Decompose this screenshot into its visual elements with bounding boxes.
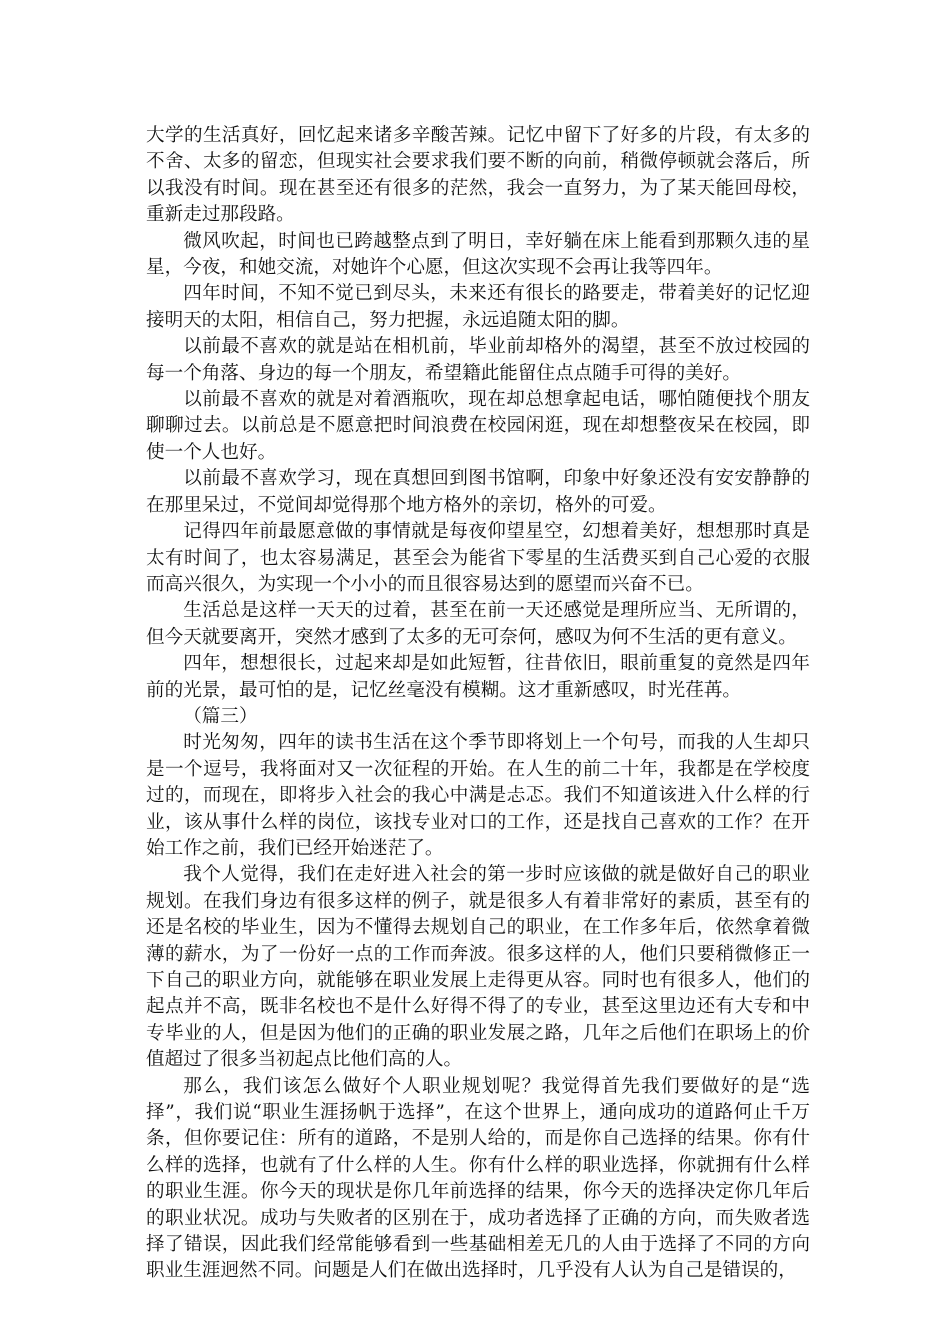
document-body bbox=[146, 123, 810, 1285]
paragraph-10: 时光匆匆，四年的读书生活在这个季节即将划上一个句号，而我的人生却只是一个逗号，我将面对又一次征程的开始。在人生的前二十年，我都是在学校度过的，而现在，即将步入社会的我心中满是忐忑。我们不知道该进入什么样的行业，该从事什么样的岗位，该找专业对口的工作，还是找自己喜欢的工作？在开始工作之前，我们已经开始迷茫了。 bbox=[146, 732, 810, 859]
paragraph-4: 以前最不喜欢的就是站在相机前，毕业前却格外的渴望，甚至不放过校园的每一个角落、身边的每一个朋友，希望籍此能留住点点随手可得的美好。 bbox=[146, 336, 810, 384]
section-heading: （篇三） bbox=[183, 705, 258, 727]
paragraph-7: 记得四年前最愿意做的事情就是每夜仰望星空，幻想着美好，想想那时真是太有时间了，也太容易满足，甚至会为能省下零星的生活费买到自己心爱的衣服而高兴很久，为实现一个小小的而且很容易达到的愿望而兴奋不已。 bbox=[146, 521, 810, 595]
paragraph-12: 那么，我们该怎么做好个人职业规划呢？我觉得首先我们要做好的是“选择”，我们说“职业生涯扬帆于选择”，在这个世界上，通向成功的道路何止千万条，但你要记住：所有的道路，不是别人给的，而是你自己选择的结果。你有什么样的选择，也就有了什么样的人生。你有什么样的职业选择，你就拥有什么样的职业生涯。你今天的现状是你几年前选择的结果，你今天的选择决定你几年后的职业状况。成功与失败者的区别在于，成功者选择了正确的方向，而失败者选择了错误，因此我们经常能够看到一些基础相差无几的人由于选择了不同的方向职业生涯迥然不同。问题是人们在做出选择时，几乎没有人认为自己是错误的， bbox=[146, 1075, 810, 1282]
paragraph-1: 大学的生活真好，回忆起来诸多辛酸苦辣。记忆中留下了好多的片段，有太多的不舍、太多的留恋，但现实社会要求我们要不断的向前，稍微停顿就会落后，所以我没有时间。现在甚至还有很多的茫然，我会一直努力，为了某天能回母校，重新走过那段路。 bbox=[146, 125, 810, 226]
paragraph-11: 我个人觉得，我们在走好进入社会的第一步时应该做的就是做好自己的职业规划。在我们身边有很多这样的例子，就是很多人有着非常好的素质，甚至有的还是名校的毕业生，因为不懂得去规划自己的职业，在工作多年后，依然拿着微薄的薪水，为了一份好一点的工作而奔波。很多这样的人，他们只要稍微修正一下自己的职业方向，就能够在职业发展上走得更从容。同时也有很多人，他们的起点并不高，既非名校也不是什么好得不得了的专业，甚至这里边还有大专和中专毕业的人，但是因为他们的正确的职业发展之路，几年之后他们在职场上的价值超过了很多当初起点比他们高的人。 bbox=[146, 864, 810, 1071]
paragraph-6: 以前最不喜欢学习，现在真想回到图书馆啊，印象中好象还没有安安静静的在那里呆过，不觉间却觉得那个地方格外的亲切，格外的可爱。 bbox=[146, 468, 810, 516]
paragraph-3: 四年时间，不知不觉已到尽头，未来还有很长的路要走，带着美好的记忆迎接明天的太阳，相信自己，努力把握，永远追随太阳的脚。 bbox=[146, 283, 810, 331]
paragraph-2: 微风吹起，时间也已跨越整点到了明日，幸好躺在床上能看到那颗久违的星星，今夜，和她交流，对她许个心愿，但这次实现不会再让我等四年。 bbox=[146, 230, 810, 279]
paragraph-9: 四年，想想很长，过起来却是如此短暂，往昔依旧，眼前重复的竟然是四年前的光景，最可怕的是，记忆丝毫没有模糊。这才重新感叹，时光荏苒。 bbox=[146, 653, 810, 701]
paragraph-5: 以前最不喜欢的就是对着酒瓶吹，现在却总想拿起电话，哪怕随便找个朋友聊聊过去。以前总是不愿意把时间浪费在校园闲逛，现在却想整夜呆在校园，即使一个人也好。 bbox=[146, 389, 810, 463]
paragraph-8: 生活总是这样一天天的过着，甚至在前一天还感觉是理所应当、无所谓的，但今天就要离开，突然才感到了太多的无可奈何，感叹为何不生活的更有意义。 bbox=[146, 600, 810, 648]
